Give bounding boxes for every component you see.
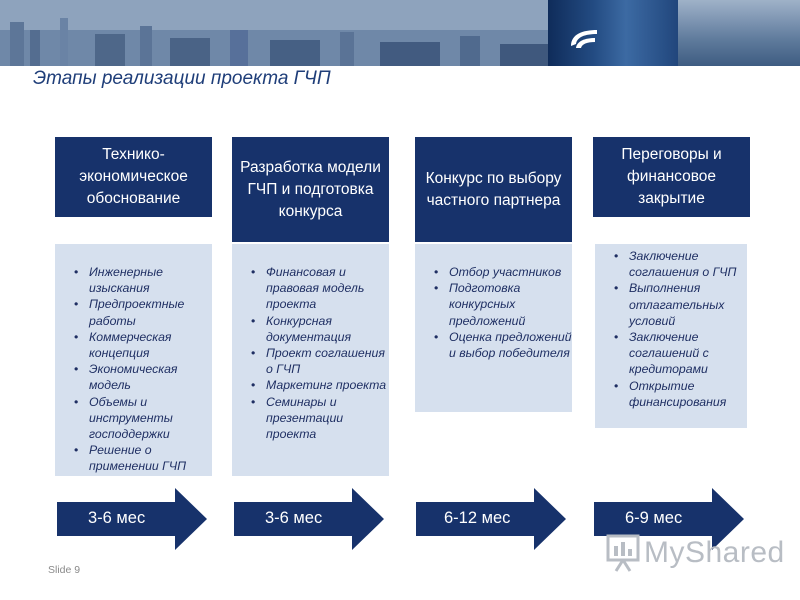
presentation-board-icon xyxy=(606,534,640,572)
duration-label-4: 6-9 мес xyxy=(625,509,683,527)
list-item: • Решение о применении ГЧП xyxy=(89,442,212,474)
watermark xyxy=(606,534,785,572)
list-item: • Подготовка конкурсных предложений xyxy=(449,280,572,329)
list-item: • Конкурсная документация xyxy=(266,313,389,345)
stage-panel-3 xyxy=(415,244,572,412)
stage-heading-3: Конкурс по выбору частного партнера xyxy=(415,137,572,242)
page-title: Этапы реализации проекта ГЧП xyxy=(33,68,331,89)
list-item: • Оценка предложений и выбор победителя xyxy=(449,329,572,361)
stage-list-3 xyxy=(415,264,572,361)
list-item: • Открытие финансирования xyxy=(629,378,747,410)
stage-list-4 xyxy=(595,248,747,410)
stage-panel-2 xyxy=(232,244,389,476)
list-item: • Проект соглашения о ГЧП xyxy=(266,345,389,377)
watermark-text: MyShared xyxy=(644,536,785,569)
stage-panel-1 xyxy=(55,244,212,476)
header-banner xyxy=(0,0,800,66)
list-item: • Маркетинг проекта xyxy=(266,377,389,393)
duration-label-2: 3-6 мес xyxy=(265,509,323,527)
list-item: • Объемы и инструменты господдержки xyxy=(89,394,212,443)
list-item: • Коммерческая концепция xyxy=(89,329,212,361)
list-item: • Экономическая модель xyxy=(89,361,212,393)
list-item: • Заключение соглашения о ГЧП xyxy=(629,248,747,280)
list-item: • Заключение соглашений с кредиторами xyxy=(629,329,747,378)
slide-number: Slide 9 xyxy=(48,564,81,576)
list-item: • Отбор участников xyxy=(449,264,572,280)
stage-heading-2: Разработка модели ГЧП и подготовка конкурса xyxy=(232,137,389,242)
stage-panel-4 xyxy=(595,244,747,428)
list-item: • Выполнения отлагательных условий xyxy=(629,280,747,329)
stage-list-2 xyxy=(232,264,389,442)
list-item: • Предпроектные работы xyxy=(89,296,212,328)
duration-label-3: 6-12 мес xyxy=(444,509,511,527)
stage-heading-1: Технико-экономическое обоснование xyxy=(55,137,212,217)
stage-heading-4: Переговоры и финансовое закрытие xyxy=(593,137,750,217)
bank-logo-icon xyxy=(567,24,601,52)
list-item: • Инженерные изыскания xyxy=(89,264,212,296)
city-skyline-image xyxy=(0,0,560,66)
list-item: • Финансовая и правовая модель проекта xyxy=(266,264,389,313)
list-item: • Семинары и презентации проекта xyxy=(266,394,389,443)
stage-list-1 xyxy=(55,264,212,475)
duration-label-1: 3-6 мес xyxy=(88,509,146,527)
